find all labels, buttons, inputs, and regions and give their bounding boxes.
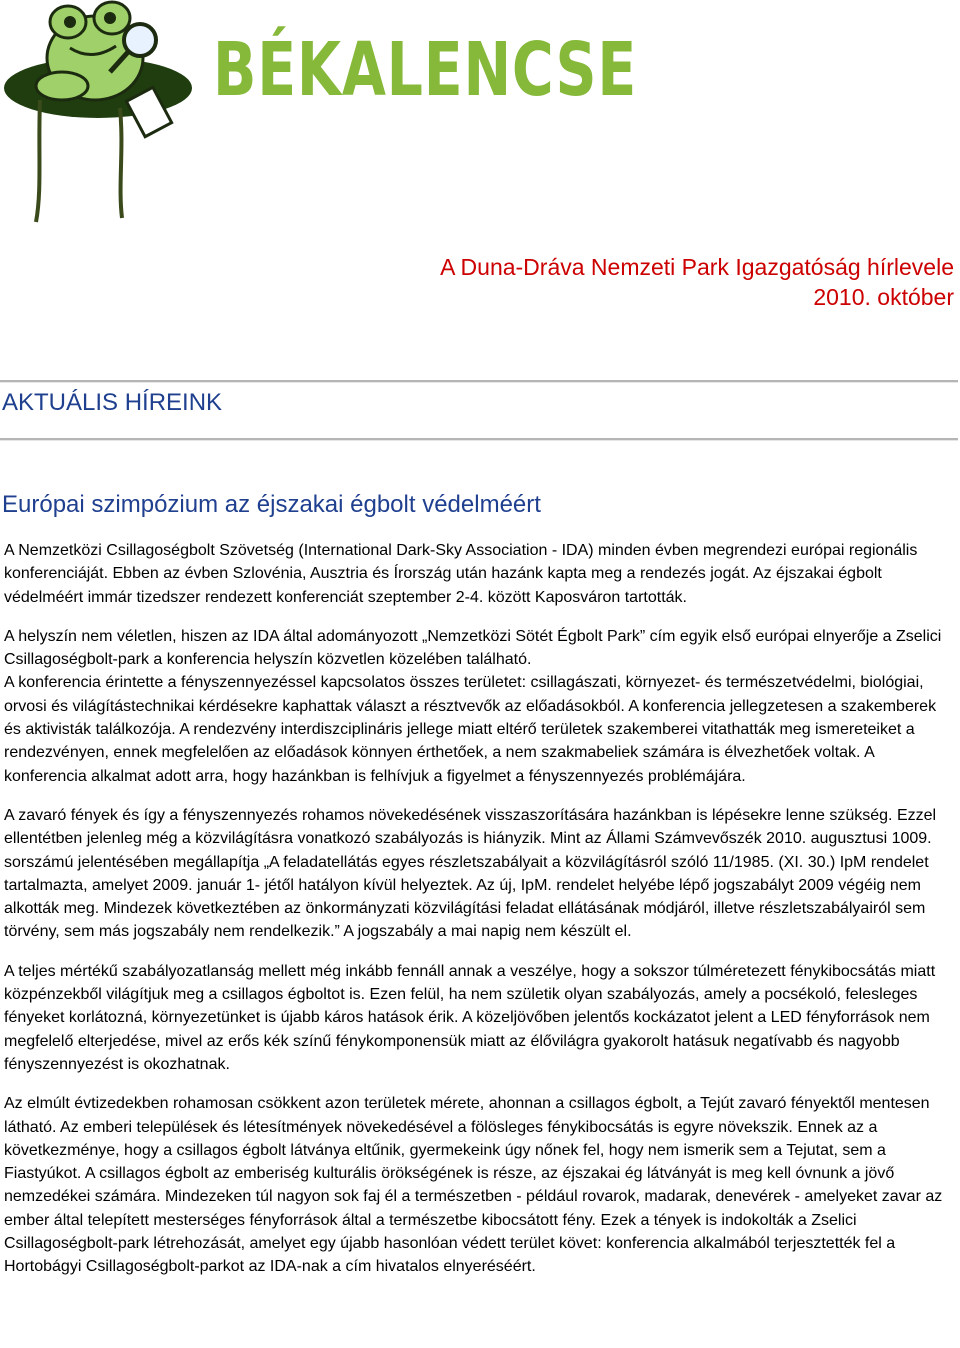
- masthead-logo: [0, 0, 640, 225]
- newsletter-date: 2010. október: [813, 284, 954, 310]
- newsletter-publisher: A Duna-Dráva Nemzeti Park Igazgatóság hírlevele: [440, 254, 954, 280]
- logo-wordmark: BÉKALENCSE: [213, 27, 638, 113]
- article-paragraph: A konferencia érintette a fényszennyezéssel kapcsolatos összes területet: csillagászati, környezet- és természetvédelmi, biológiai, orvosi és világítástechnikai kérdésekre kaphattak választ a résztvevők az előadásokból. A konferencia jellegzetesen a szakemberek és aktivisták találkozója. A rendezvény interdiszciplináris jellege miatt eltérő területek szakemberei vitathatták meg ismereteiket a rendezvényen, ennek megfelelően az előadások könnyen érthetőek, a nem szakmabeliek számára is élvezhetőek voltak. A konferencia alkalmat adott arra, hogy hazánkban is felhívjuk a figyelmet a fényszennyezés problémájára.: [4, 674, 937, 785]
- article-body: [4, 539, 956, 1295]
- section-divider: [0, 438, 958, 441]
- section-title: AKTUÁLIS HÍREINK: [2, 389, 223, 416]
- top-divider: [0, 380, 958, 383]
- magnifier-lens: [124, 24, 156, 56]
- article-paragraph: A Nemzetközi Csillagoségbolt Szövetség (International Dark-Sky Association - IDA) minden évben megrendezi európai regionális konferenciáját. Ebben az évben Szlovénia, Ausztria és Írország után hazánk kapta meg a rendezés jogát. Az éjszakai égbolt védelméért immár tizedszer rendezett konferenciát szeptember 2-4. között Kaposváron tartották.: [4, 542, 918, 606]
- article-paragraph: A helyszín nem véletlen, hiszen az IDA által adományozott „Nemzetközi Sötét Égbolt Park” cím egyik első európai elnyerője a Zselici Csillagoségbolt-park a konferencia helyszín közvetlen közelében található.: [4, 627, 942, 669]
- article-paragraph: A zavaró fények és így a fényszennyezés rohamos növekedésének visszaszorítására hazánkban is lépésekre lenne szükség. Ezzel ellentétben jelenleg még a közvilágításra vonatkozó szabályozás is hiányzik. Mint az Állami Számvevőszék 2010. augusztusi 1009. sorszámú jelentésében megállapítja „A feladatellátás egyes részletszabályait a közvilágításról szóló 11/1985. (XI. 30.) IpM rendelet tartalmazta, amelyet 2009. január 1- jétől hatályon kívül helyeztek. Az új, IpM. rendelet helyébe lépő jogszabályt 2009 végéig nem alkották meg. Mindezek következtében az önkormányzati közvilágítási feladat ellátásának módjáról, illetve részletszabályairól sem törvény, sem más jogszabály nem rendelkezik.” A jogszabály a mai napig nem készült el.: [4, 806, 937, 941]
- article-title: Európai szimpózium az éjszakai égbolt védelméért: [2, 491, 541, 518]
- article-paragraph: Az elmúlt évtizedekben rohamosan csökkent azon területek mérete, ahonnan a csillagos égbolt, a Tejút zavaró fényektől mentesen látható. Az emberi települések és létesítmények növekedésével a fölösleges fénykibocsátás is egyre növekszik. Ennek az a következménye, hogy a csillagos égbolt látványa eltűnik, gyermekeink úgy nőnek fel, hogy nem ismerik sem a Tejutat, sem a Fiastyúkot. A csillagos égbolt az emberiség kulturális örökségének is része, az éjszakai ég látványát is meg kell óvnunk a jövő nemzedékei számára. Mindezeken túl nagyon sok faj él a természetben - például rovarok, madarak, denevérek - amelyeket zavar az ember által telepített mesterséges fényforrások által a természetbe kibocsátott fény. Ezek a tények is indokolták a Zselici Csillagoségbolt-park létrehozását, amelyet egy újabb hasonlóan védett terület követ: konferencia alkalmából terjesztették fel a Hortobágyi Csillagoségbolt-parkot az IDA-nak a cím hivatalos elnyeréséért.: [4, 1095, 943, 1276]
- article-paragraph: A teljes mértékű szabályozatlanság mellett még inkább fennáll annak a veszélye, hogy a sokszor túlméretezett fénykibocsátás miatt közpénzekből világítjuk meg a csillagos égboltot is. Ezen felül, ha nem születik olyan szabályozás, amely a pocsékoló, felesleges fényeket korlátozná, környezetünket is újabb káros hatások érik. A közeljövőben jelentős kockázatot jelent a LED fényforrások nem megfelelő elterjedése, mivel az erős kék színű fénykomponensük miatt az élővilágra gyakorolt hatásuk negatívabb és nagyobb fényszennyezést is okozhatnak.: [4, 962, 936, 1073]
